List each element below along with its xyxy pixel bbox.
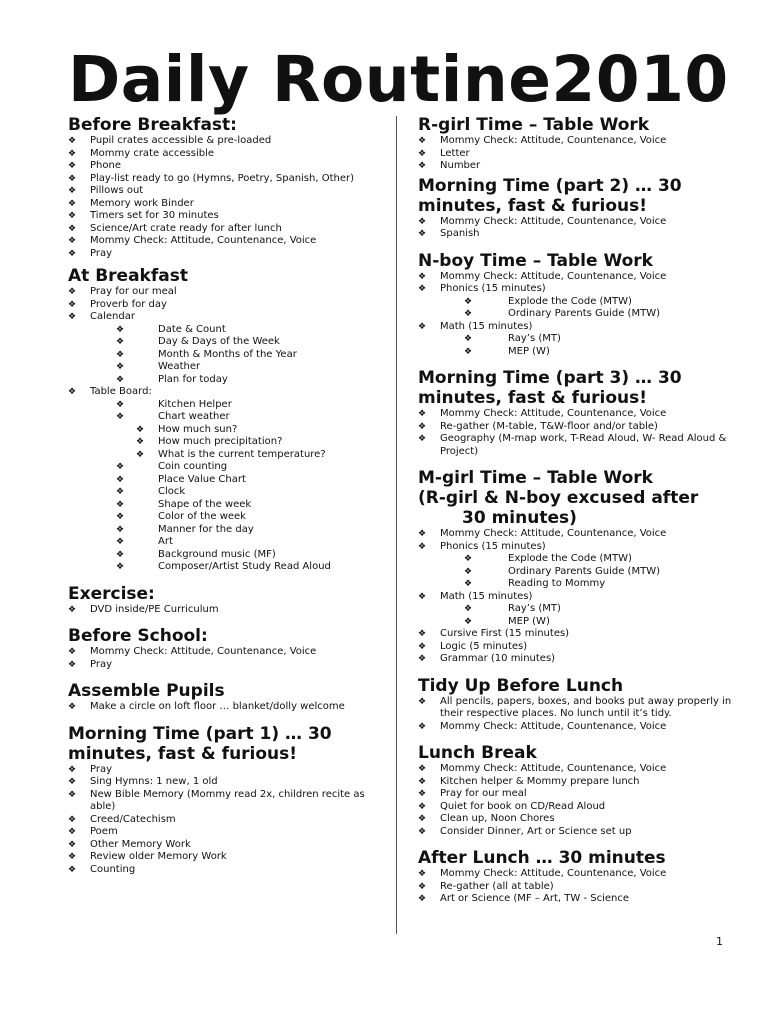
list-item-text: DVD inside/PE Curriculum bbox=[90, 603, 219, 615]
diamond-bullet-icon: ❖ bbox=[418, 591, 427, 602]
list-item bbox=[68, 374, 390, 387]
diamond-bullet-icon: ❖ bbox=[68, 248, 77, 259]
page-number: 1 bbox=[716, 935, 723, 948]
diamond-bullet-icon: ❖ bbox=[418, 541, 427, 552]
diamond-bullet-icon: ❖ bbox=[418, 894, 427, 904]
section-mgirl-time bbox=[418, 468, 738, 666]
list-item bbox=[418, 881, 738, 894]
list-item-text: Manner for the day bbox=[158, 523, 254, 535]
list-item-text: Play-list ready to go (Hymns, Poetry, Spanish, Other) bbox=[90, 172, 355, 184]
diamond-bullet-icon: ❖ bbox=[116, 374, 125, 385]
list-item-text: Cursive First (15 minutes) bbox=[440, 628, 570, 639]
list-item bbox=[418, 283, 738, 296]
list-item bbox=[68, 185, 390, 198]
diamond-bullet-icon: ❖ bbox=[68, 604, 77, 615]
list-item bbox=[418, 160, 738, 173]
list-item-text: Re-gather (M-table, T&W-floor and/or table) bbox=[440, 420, 658, 432]
list-item-text: MEP (W) bbox=[508, 345, 550, 357]
list-item-text: Science/Art crate ready for after lunch bbox=[90, 222, 282, 234]
diamond-bullet-icon: ❖ bbox=[418, 801, 427, 812]
diamond-bullet-icon: ❖ bbox=[464, 309, 473, 319]
list-item-text: Memory work Binder bbox=[90, 197, 194, 209]
list-item-text: Kitchen Helper bbox=[158, 398, 232, 410]
diamond-bullet-icon: ❖ bbox=[464, 604, 473, 614]
list-item bbox=[68, 646, 390, 659]
diamond-bullet-icon: ❖ bbox=[136, 449, 145, 460]
list-item-text: Background music (MF) bbox=[158, 548, 276, 560]
diamond-bullet-icon: ❖ bbox=[418, 529, 427, 539]
diamond-bullet-icon: ❖ bbox=[418, 881, 427, 892]
diamond-bullet-icon: ❖ bbox=[418, 136, 427, 146]
diamond-bullet-icon: ❖ bbox=[68, 764, 77, 775]
list-item bbox=[418, 826, 738, 839]
list-item bbox=[418, 653, 738, 666]
list-item-text: Pray bbox=[90, 763, 113, 775]
list-item bbox=[68, 424, 390, 437]
diamond-bullet-icon: ❖ bbox=[116, 499, 125, 510]
list-item-text: Mommy Check: Attitude, Countenance, Voice bbox=[90, 646, 317, 657]
list-item-text: Proverb for day bbox=[90, 298, 167, 310]
list-item bbox=[418, 553, 738, 566]
list-item-text: Clock bbox=[158, 486, 186, 497]
list-item-text: Mommy Check: Attitude, Countenance, Voice bbox=[440, 528, 667, 539]
list-item bbox=[418, 333, 738, 346]
list-item-text: Mommy Check: Attitude, Countenance, Voice bbox=[440, 215, 667, 227]
diamond-bullet-icon: ❖ bbox=[464, 616, 473, 627]
list-item bbox=[418, 148, 738, 161]
diamond-bullet-icon: ❖ bbox=[68, 814, 77, 825]
diamond-bullet-icon: ❖ bbox=[418, 409, 427, 419]
list-item bbox=[68, 361, 390, 374]
list-item-text: Pray bbox=[90, 247, 113, 259]
list-item: ❖ Table Board: bbox=[68, 386, 152, 397]
diamond-bullet-icon: ❖ bbox=[464, 296, 473, 307]
diamond-bullet-icon: ❖ bbox=[136, 437, 145, 447]
diamond-bullet-icon: ❖ bbox=[464, 346, 473, 357]
list-item bbox=[68, 474, 390, 487]
diamond-bullet-icon: ❖ bbox=[116, 537, 125, 547]
list-item bbox=[68, 336, 390, 349]
list-item bbox=[418, 216, 738, 229]
list-item-text: Poem bbox=[90, 826, 118, 837]
list-item-text: Creed/Catechism bbox=[90, 813, 176, 825]
list-item-text: Color of the week bbox=[158, 511, 246, 522]
list-item bbox=[68, 299, 390, 312]
list-item bbox=[68, 349, 390, 362]
list-item bbox=[68, 148, 390, 161]
list-item-text: How much sun? bbox=[158, 423, 238, 435]
list-item-text: Art or Science (MF – Art, TW - Science bbox=[440, 893, 629, 904]
right-column bbox=[418, 112, 738, 906]
section-heading: R-girl Time – Table Work bbox=[418, 115, 650, 135]
list-item bbox=[68, 561, 390, 574]
diamond-bullet-icon: ❖ bbox=[464, 579, 473, 589]
list-item-text: Mommy Check: Attitude, Countenance, Voice bbox=[440, 270, 667, 282]
section-after-lunch bbox=[418, 848, 738, 906]
list-item bbox=[418, 868, 738, 881]
list-item bbox=[418, 308, 738, 321]
list-item bbox=[68, 223, 390, 236]
list-item bbox=[68, 210, 390, 223]
diamond-bullet-icon: ❖ bbox=[68, 161, 77, 171]
diamond-bullet-icon: ❖ bbox=[116, 337, 125, 347]
list-item bbox=[68, 436, 390, 449]
diamond-bullet-icon: ❖ bbox=[418, 814, 427, 824]
list-item bbox=[68, 776, 390, 789]
list-item-text: Consider Dinner, Art or Science set up bbox=[440, 825, 632, 837]
diamond-bullet-icon: ❖ bbox=[418, 641, 427, 652]
list-item-text: Sing Hymns: 1 new, 1 old bbox=[90, 776, 218, 787]
diamond-bullet-icon: ❖ bbox=[68, 236, 77, 246]
list-item-text: Mommy Check: Attitude, Countenance, Voice bbox=[440, 868, 667, 879]
list-item-text: Quiet for book on CD/Read Aloud bbox=[440, 800, 606, 812]
diamond-bullet-icon: ❖ bbox=[68, 839, 77, 850]
section-heading: Morning Time (part 2) … 30 minutes, fast & furious! bbox=[418, 175, 682, 216]
list-item-text: Pray bbox=[90, 658, 113, 670]
diamond-bullet-icon: ❖ bbox=[68, 148, 77, 159]
section-tidy-up bbox=[418, 676, 738, 734]
list-item bbox=[418, 641, 738, 654]
list-item bbox=[68, 399, 390, 412]
list-item-text: Art bbox=[158, 536, 173, 547]
list-item-text: Mommy Check: Attitude, Countenance, Voice bbox=[90, 235, 317, 246]
section-morning-time-2 bbox=[418, 176, 738, 241]
list-item bbox=[68, 235, 390, 248]
list-item-text: Clean up, Noon Chores bbox=[440, 813, 555, 824]
list-item-text: Month & Months of the Year bbox=[158, 348, 297, 360]
section-morning-time-1 bbox=[68, 724, 390, 877]
diamond-bullet-icon: ❖ bbox=[418, 654, 427, 664]
diamond-bullet-icon: ❖ bbox=[418, 216, 427, 227]
list-item bbox=[68, 764, 390, 777]
list-item-text: Make a circle on loft floor … blanket/dolly welcome bbox=[90, 701, 345, 712]
diamond-bullet-icon: ❖ bbox=[418, 148, 427, 159]
page-title: Daily Routine2010 bbox=[68, 43, 729, 116]
list-item bbox=[68, 198, 390, 211]
list-item bbox=[418, 603, 738, 616]
section-morning-time-3 bbox=[418, 368, 738, 458]
diamond-bullet-icon: ❖ bbox=[116, 524, 125, 535]
list-item bbox=[68, 549, 390, 562]
diamond-bullet-icon: ❖ bbox=[116, 512, 125, 522]
list-item-text: Ordinary Parents Guide (MTW) bbox=[508, 308, 660, 319]
list-item bbox=[418, 813, 738, 826]
list-item bbox=[68, 789, 390, 814]
section-heading: Lunch Break bbox=[418, 743, 537, 763]
list-item-text: Pray for our meal bbox=[440, 788, 527, 799]
section-rgirl-time bbox=[418, 115, 738, 173]
list-item-text: Pray for our meal bbox=[90, 286, 177, 297]
list-item bbox=[418, 296, 738, 309]
section-heading: N-boy Time – Table Work bbox=[418, 250, 653, 271]
list-item bbox=[418, 801, 738, 814]
diamond-bullet-icon: ❖ bbox=[418, 271, 427, 282]
section-heading: Morning Time (part 1) … 30 minutes, fast & furious! bbox=[68, 723, 332, 764]
list-item bbox=[68, 160, 390, 173]
list-item bbox=[68, 486, 390, 499]
list-item-text: Pillows out bbox=[90, 185, 144, 196]
section-before-breakfast bbox=[68, 115, 390, 260]
diamond-bullet-icon: ❖ bbox=[464, 566, 473, 577]
list-item bbox=[418, 271, 738, 284]
list-item: ❖ Math (15 minutes) bbox=[418, 590, 533, 602]
diamond-bullet-icon: ❖ bbox=[116, 462, 125, 472]
list-item-text: Coin counting bbox=[158, 461, 228, 472]
list-item-text: Ray’s (MT) bbox=[508, 333, 561, 344]
diamond-bullet-icon: ❖ bbox=[68, 852, 77, 862]
diamond-bullet-icon: ❖ bbox=[68, 299, 77, 310]
list-item-text: Spanish bbox=[440, 228, 480, 239]
section-at-breakfast bbox=[68, 266, 390, 574]
diamond-bullet-icon: ❖ bbox=[68, 198, 77, 209]
diamond-bullet-icon: ❖ bbox=[418, 629, 427, 639]
list-item-text: Other Memory Work bbox=[90, 838, 191, 850]
diamond-bullet-icon: ❖ bbox=[68, 186, 77, 196]
diamond-bullet-icon: ❖ bbox=[68, 659, 77, 670]
list-item-text: Mommy Check: Attitude, Countenance, Voice bbox=[440, 720, 667, 732]
diamond-bullet-icon: ❖ bbox=[68, 777, 77, 787]
list-item-text: Grammar (10 minutes) bbox=[440, 653, 556, 664]
diamond-bullet-icon: ❖ bbox=[116, 562, 125, 572]
list-item: ❖ Math (15 minutes) bbox=[418, 320, 533, 332]
section-heading: Morning Time (part 3) … 30 minutes, fast & furious! bbox=[418, 368, 682, 408]
diamond-bullet-icon: ❖ bbox=[418, 161, 427, 171]
section-heading: At Breakfast bbox=[68, 266, 188, 286]
list-item bbox=[68, 524, 390, 537]
diamond-bullet-icon: ❖ bbox=[418, 321, 427, 332]
list-item bbox=[68, 449, 390, 462]
list-item-text: Ray’s (MT) bbox=[508, 603, 561, 614]
diamond-bullet-icon: ❖ bbox=[68, 789, 77, 800]
list-item-text: Number bbox=[440, 160, 481, 171]
diamond-bullet-icon: ❖ bbox=[116, 324, 125, 335]
list-item-text: Place Value Chart bbox=[158, 473, 246, 485]
column-divider bbox=[396, 116, 397, 934]
diamond-bullet-icon: ❖ bbox=[68, 702, 77, 712]
list-item bbox=[418, 696, 738, 721]
section-assemble-pupils bbox=[68, 681, 390, 714]
diamond-bullet-icon: ❖ bbox=[418, 421, 427, 432]
list-item-text: Timers set for 30 minutes bbox=[90, 210, 219, 221]
diamond-bullet-icon: ❖ bbox=[68, 173, 77, 184]
diamond-bullet-icon: ❖ bbox=[418, 696, 427, 707]
list-item bbox=[68, 324, 390, 337]
diamond-bullet-icon: ❖ bbox=[418, 826, 427, 837]
list-item-text: Mommy Check: Attitude, Countenance, Voice bbox=[440, 763, 667, 774]
list-item bbox=[68, 826, 390, 839]
list-item bbox=[68, 839, 390, 852]
section-nboy-time bbox=[418, 251, 738, 359]
list-item-text: Logic (5 minutes) bbox=[440, 640, 528, 652]
diamond-bullet-icon: ❖ bbox=[464, 334, 473, 344]
list-item-text: Pupil crates accessible & pre-loaded bbox=[90, 135, 272, 146]
diamond-bullet-icon: ❖ bbox=[116, 487, 125, 497]
list-item-text: Composer/Artist Study Read Aloud bbox=[158, 561, 331, 572]
list-item-text: Kitchen helper & Mommy prepare lunch bbox=[440, 775, 640, 787]
diamond-bullet-icon: ❖ bbox=[68, 387, 77, 397]
diamond-bullet-icon: ❖ bbox=[418, 434, 427, 444]
list-item-text: Plan for today bbox=[158, 373, 228, 385]
list-item-text: What is the current temperature? bbox=[158, 448, 326, 460]
list-item bbox=[68, 536, 390, 549]
list-item-text: Review older Memory Work bbox=[90, 851, 227, 862]
list-item bbox=[418, 346, 738, 359]
diamond-bullet-icon: ❖ bbox=[418, 869, 427, 879]
diamond-bullet-icon: ❖ bbox=[68, 647, 77, 657]
list-item bbox=[68, 814, 390, 827]
list-item bbox=[68, 248, 390, 261]
diamond-bullet-icon: ❖ bbox=[68, 223, 77, 234]
diamond-bullet-icon: ❖ bbox=[136, 424, 145, 435]
list-item bbox=[68, 604, 390, 617]
list-item-text: Shape of the week bbox=[158, 498, 252, 510]
diamond-bullet-icon: ❖ bbox=[116, 362, 125, 372]
list-item-text: Explode the Code (MTW) bbox=[508, 553, 632, 564]
diamond-bullet-icon: ❖ bbox=[116, 474, 125, 485]
section-heading: Tidy Up Before Lunch bbox=[418, 675, 624, 696]
list-item bbox=[418, 421, 738, 434]
list-item bbox=[418, 228, 738, 241]
list-item-text: Date & Count bbox=[158, 323, 226, 335]
diamond-bullet-icon: ❖ bbox=[418, 229, 427, 239]
diamond-bullet-icon: ❖ bbox=[418, 789, 427, 799]
list-item bbox=[68, 173, 390, 186]
section-exercise bbox=[68, 584, 390, 617]
list-item-text: New Bible Memory (Mommy read 2x, children recite as able) bbox=[90, 788, 365, 812]
list-item-text: Letter bbox=[440, 147, 470, 159]
diamond-bullet-icon: ❖ bbox=[116, 399, 125, 410]
section-heading: Before School: bbox=[68, 626, 208, 646]
list-item-text: Phonics (15 minutes) bbox=[440, 540, 546, 552]
list-item bbox=[418, 893, 738, 906]
list-item-text: Ordinary Parents Guide (MTW) bbox=[508, 565, 660, 577]
diamond-bullet-icon: ❖ bbox=[68, 136, 77, 146]
list-item bbox=[418, 135, 738, 148]
list-item bbox=[68, 461, 390, 474]
list-item bbox=[418, 776, 738, 789]
list-item bbox=[418, 628, 738, 641]
diamond-bullet-icon: ❖ bbox=[68, 312, 77, 322]
diamond-bullet-icon: ❖ bbox=[68, 827, 77, 837]
list-item bbox=[418, 433, 738, 458]
section-heading: Assemble Pupils bbox=[68, 681, 225, 701]
section-before-school bbox=[68, 626, 390, 671]
list-item-text: Mommy Check: Attitude, Countenance, Voice bbox=[440, 135, 667, 146]
list-item bbox=[418, 528, 738, 541]
list-item bbox=[68, 286, 390, 299]
list-item bbox=[68, 659, 390, 672]
section-heading: M-girl Time – Table Work (R-girl & N-boy excused after 30 minutes) bbox=[418, 468, 699, 528]
list-item-text: Reading to Mommy bbox=[508, 578, 606, 589]
list-item bbox=[418, 721, 738, 734]
list-item bbox=[68, 851, 390, 864]
list-item bbox=[68, 411, 390, 424]
list-item-text: Phonics (15 minutes) bbox=[440, 283, 546, 294]
diamond-bullet-icon: ❖ bbox=[464, 554, 473, 564]
list-item bbox=[68, 135, 390, 148]
list-item-text: MEP (W) bbox=[508, 615, 550, 627]
list-item bbox=[68, 701, 390, 714]
list-item-text: Counting bbox=[90, 863, 136, 875]
list-item bbox=[68, 511, 390, 524]
list-item bbox=[68, 311, 390, 324]
list-item bbox=[68, 499, 390, 512]
section-heading: Exercise: bbox=[68, 583, 155, 604]
list-item bbox=[418, 788, 738, 801]
diamond-bullet-icon: ❖ bbox=[418, 764, 427, 774]
diamond-bullet-icon: ❖ bbox=[116, 349, 125, 360]
list-item-text: Weather bbox=[158, 361, 201, 372]
list-item-text: Geography (M-map work, T-Read Aloud, W- Read Aloud & Project) bbox=[440, 433, 727, 457]
list-item-text: Calendar bbox=[90, 311, 135, 322]
list-item bbox=[418, 566, 738, 579]
list-item bbox=[418, 763, 738, 776]
list-item-text: Re-gather (all at table) bbox=[440, 880, 554, 892]
left-column bbox=[68, 112, 390, 876]
list-item-text: How much precipitation? bbox=[158, 436, 283, 447]
list-item-text: Chart weather bbox=[158, 411, 230, 422]
section-heading: Before Breakfast: bbox=[68, 115, 237, 135]
diamond-bullet-icon: ❖ bbox=[68, 287, 77, 297]
list-item-text: Mommy Check: Attitude, Countenance, Voice bbox=[440, 408, 667, 419]
list-item-text: All pencils, papers, boxes, and books put away properly in their respective places. No lunch until it’s tidy. bbox=[440, 695, 732, 719]
list-item bbox=[418, 578, 738, 591]
list-item bbox=[68, 864, 390, 877]
section-heading: After Lunch … 30 minutes bbox=[418, 848, 666, 868]
list-item bbox=[418, 408, 738, 421]
list-item-text: Phone bbox=[90, 160, 121, 171]
diamond-bullet-icon: ❖ bbox=[418, 776, 427, 787]
list-item-text: Day & Days of the Week bbox=[158, 336, 280, 347]
diamond-bullet-icon: ❖ bbox=[418, 284, 427, 294]
list-item bbox=[418, 541, 738, 554]
section-lunch-break bbox=[418, 743, 738, 838]
list-item bbox=[418, 616, 738, 629]
diamond-bullet-icon: ❖ bbox=[68, 211, 77, 221]
diamond-bullet-icon: ❖ bbox=[116, 549, 125, 560]
diamond-bullet-icon: ❖ bbox=[116, 412, 125, 422]
list-item-text: Explode the Code (MTW) bbox=[508, 295, 632, 307]
diamond-bullet-icon: ❖ bbox=[68, 864, 77, 875]
diamond-bullet-icon: ❖ bbox=[418, 721, 427, 732]
list-item-text: Mommy crate accessible bbox=[90, 147, 215, 159]
